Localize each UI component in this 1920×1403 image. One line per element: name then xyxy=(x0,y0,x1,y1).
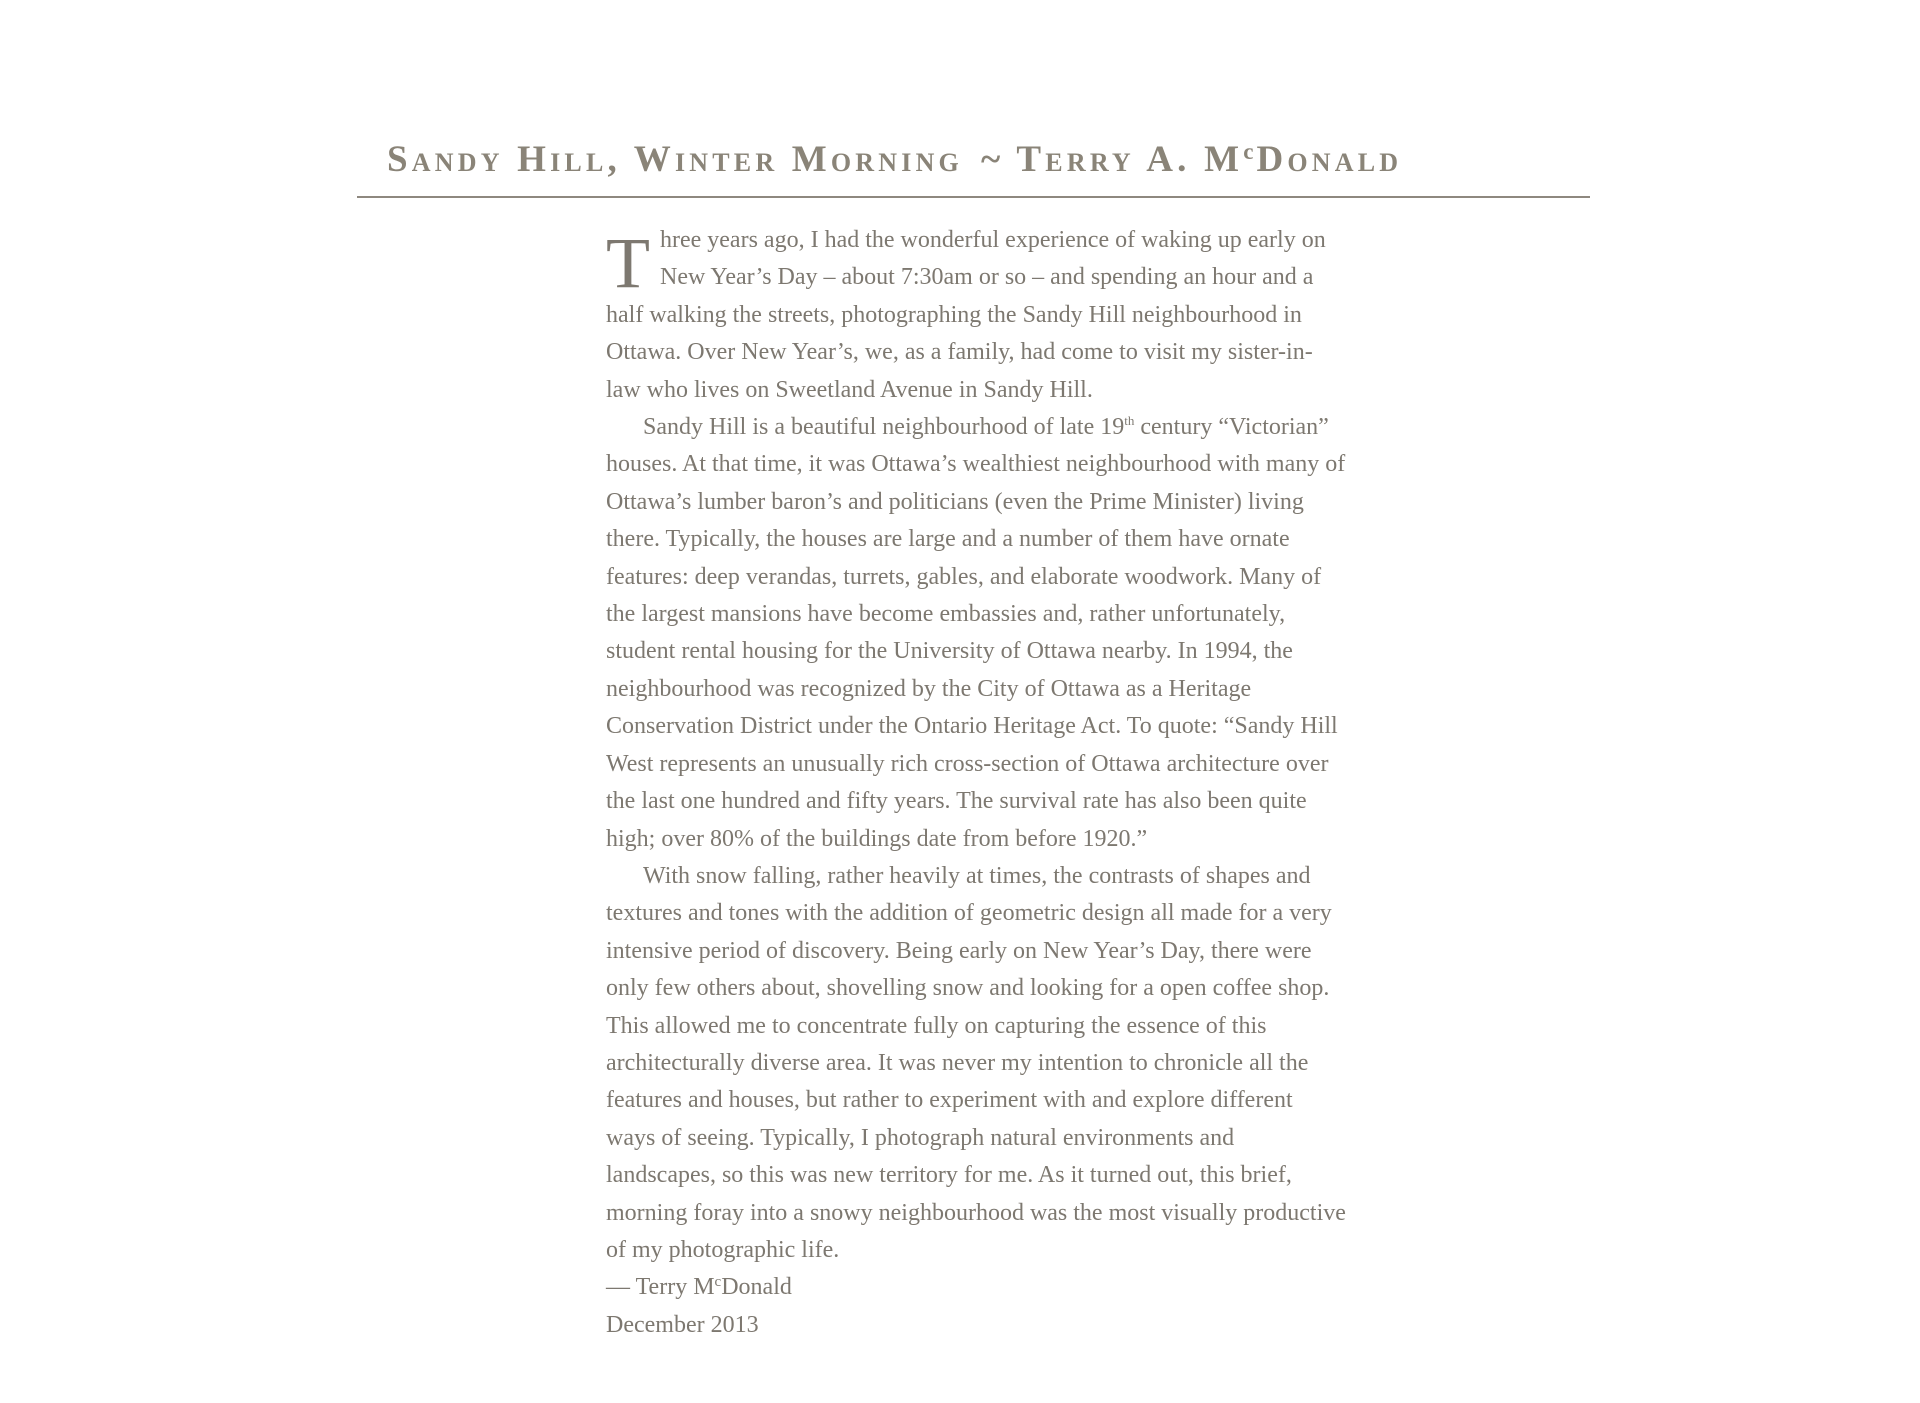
signature xyxy=(606,1269,1346,1306)
author-name-suffix: Donald xyxy=(1256,139,1403,180)
title-separator: ~ xyxy=(980,139,1005,180)
author-name-superscript: c xyxy=(1243,139,1255,164)
essay-paragraph-3: With snow falling, rather heavily at times, the contrasts of shapes and textures and tones with the addition of geometric design all made for a very intensive period of discovery. Being early on New Year’s Day, there were only few others about, shovelling snow and looking for a open coffee shop. This allowed me to concentrate fully on capturing the essence of this architecturally diverse area. It was never my intention to chronicle all the features and houses, but rather to experiment with and explore different ways of seeing. Typically, I photograph natural environments and landscapes, so this was new territory for me. As it turned out, this brief, morning foray into a snowy neighbourhood was the most visually productive of my photographic life. xyxy=(606,862,1346,1263)
title-text: Sandy Hill, Winter Morning xyxy=(387,139,963,180)
page-header xyxy=(357,128,1590,198)
signature-prefix: — Terry M xyxy=(606,1274,715,1301)
page-title xyxy=(387,140,1402,178)
paragraph-1-text: hree years ago, I had the wonderful experience of waking up early on New Year’s Day – about 7:30am or so – and spending an hour and a half walking the streets, photographing the Sandy Hill neighbourhood in Ottawa. Over New Year’s, we, as a family, had come to visit my sister-in-law who lives on Sweetland Avenue in Sandy Hill. xyxy=(606,227,1326,403)
signature-superscript: c xyxy=(714,1274,722,1291)
essay-paragraph-2 xyxy=(606,409,1346,858)
signature-date: December 2013 xyxy=(606,1311,759,1338)
essay-paragraph-1 xyxy=(606,222,1346,409)
paragraph-2-text-start: Sandy Hill is a beautiful neighbourhood of late 19 xyxy=(643,414,1125,441)
drop-cap: T xyxy=(606,223,650,303)
signature-suffix: Donald xyxy=(721,1274,792,1301)
ordinal-superscript: th xyxy=(1124,413,1135,429)
paragraph-2-text-end: century “Victorian” houses. At that time, it was Ottawa’s wealthiest neighbourhood with many of Ottawa’s lumber baron’s and politicians (even the Prime Minister) living there. Typically, the houses are large and a number of them have ornate features: deep verandas, turrets, gables, and elaborate woodwork. Many of the largest mansions have become embassies and, rather unfortunately, student rental housing for the University of Ottawa nearby. In 1994, the neighbourhood was recognized by the City of Ottawa as a Heritage Conservation District under the Ontario Heritage Act. To quote: “Sandy Hill West represents an unusually rich cross-section of Ottawa architecture over the last one hundred and fifty years. The survival rate has also been quite high; over 80% of the buildings date from before 1920.” xyxy=(606,414,1346,852)
essay-body xyxy=(606,222,1346,1344)
author-name-prefix: Terry A. M xyxy=(1016,139,1244,180)
